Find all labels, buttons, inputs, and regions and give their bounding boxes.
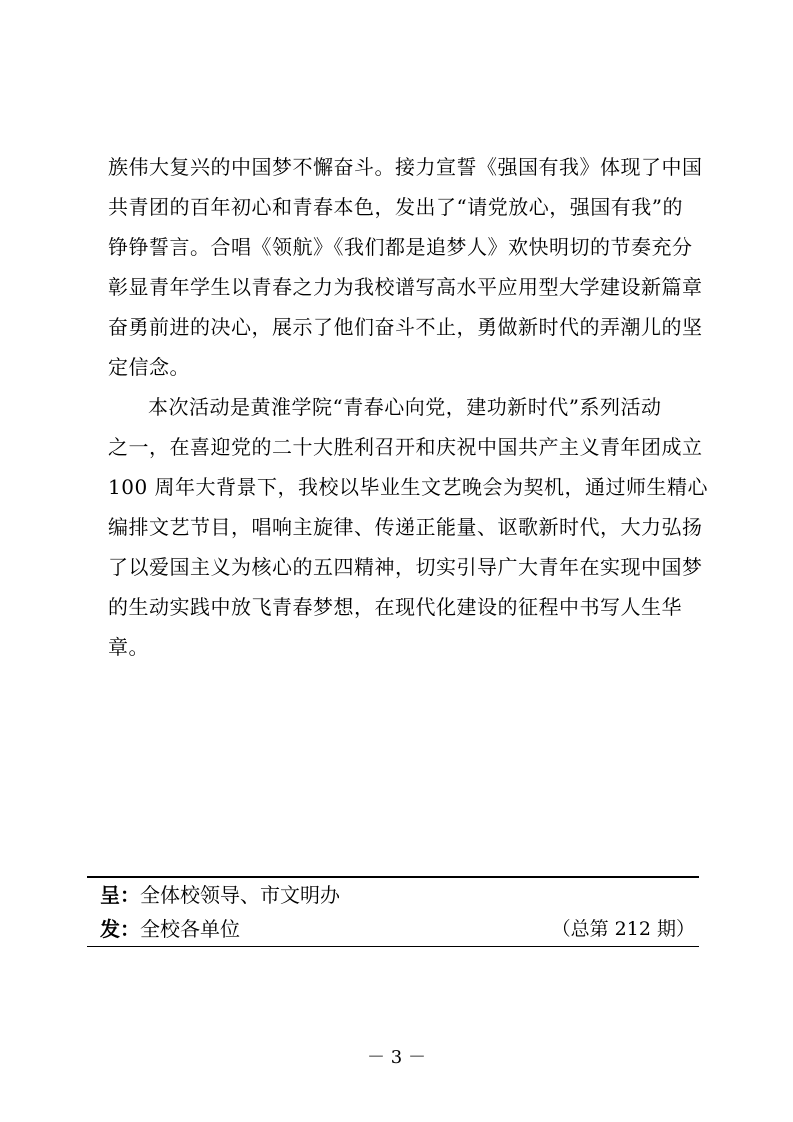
send-to-row	[87, 912, 699, 946]
paragraph-line: 编排文艺节目，唱响主旋律、传递正能量、讴歌新时代，大力弘扬	[108, 515, 703, 539]
paragraph-line: 彰显青年学生以青春之力为我校谱写高水平应用型大学建设新篇章	[108, 275, 703, 299]
paragraph-line: 本次活动是黄淮学院“青春心向党，建功新时代”系列活动	[148, 395, 662, 419]
distribution-block	[87, 876, 699, 947]
send-to-value: 全校各单位	[140, 917, 240, 941]
paragraph-line: 章。	[108, 635, 149, 659]
submit-to-row	[87, 878, 699, 912]
bottom-divider	[87, 946, 699, 947]
article-body	[108, 147, 709, 667]
issue-number: （总第 212 期）	[551, 918, 695, 940]
send-to-label: 发：	[100, 917, 140, 941]
paragraph-line: 定信念。	[108, 355, 190, 379]
page-number: － 3 －	[367, 1047, 426, 1068]
paragraph-line: 族伟大复兴的中国梦不懈奋斗。接力宣誓《强国有我》体现了中国	[108, 155, 703, 179]
paragraph-line: 了以爱国主义为核心的五四精神，切实引导广大青年在实现中国梦	[108, 555, 703, 579]
paragraph-line: 共青团的百年初心和青春本色，发出了“请党放心，强国有我”的	[108, 195, 683, 219]
paragraph-line: 100 周年大背景下，我校以毕业生文艺晚会为契机，通过师生精心	[108, 475, 709, 499]
submit-to-label: 呈：	[100, 883, 140, 907]
paragraph-line: 奋勇前进的决心，展示了他们奋斗不止，勇做新时代的弄潮儿的坚	[108, 315, 703, 339]
paragraph-line: 铮铮誓言。合唱《领航》《我们都是追梦人》欢快明切的节奏充分	[108, 235, 693, 259]
paragraph-line: 的生动实践中放飞青春梦想，在现代化建设的征程中书写人生华	[108, 595, 682, 619]
paragraph-line: 之一，在喜迎党的二十大胜利召开和庆祝中国共产主义青年团成立	[108, 435, 703, 459]
submit-to-value: 全体校领导、市文明办	[140, 883, 340, 907]
